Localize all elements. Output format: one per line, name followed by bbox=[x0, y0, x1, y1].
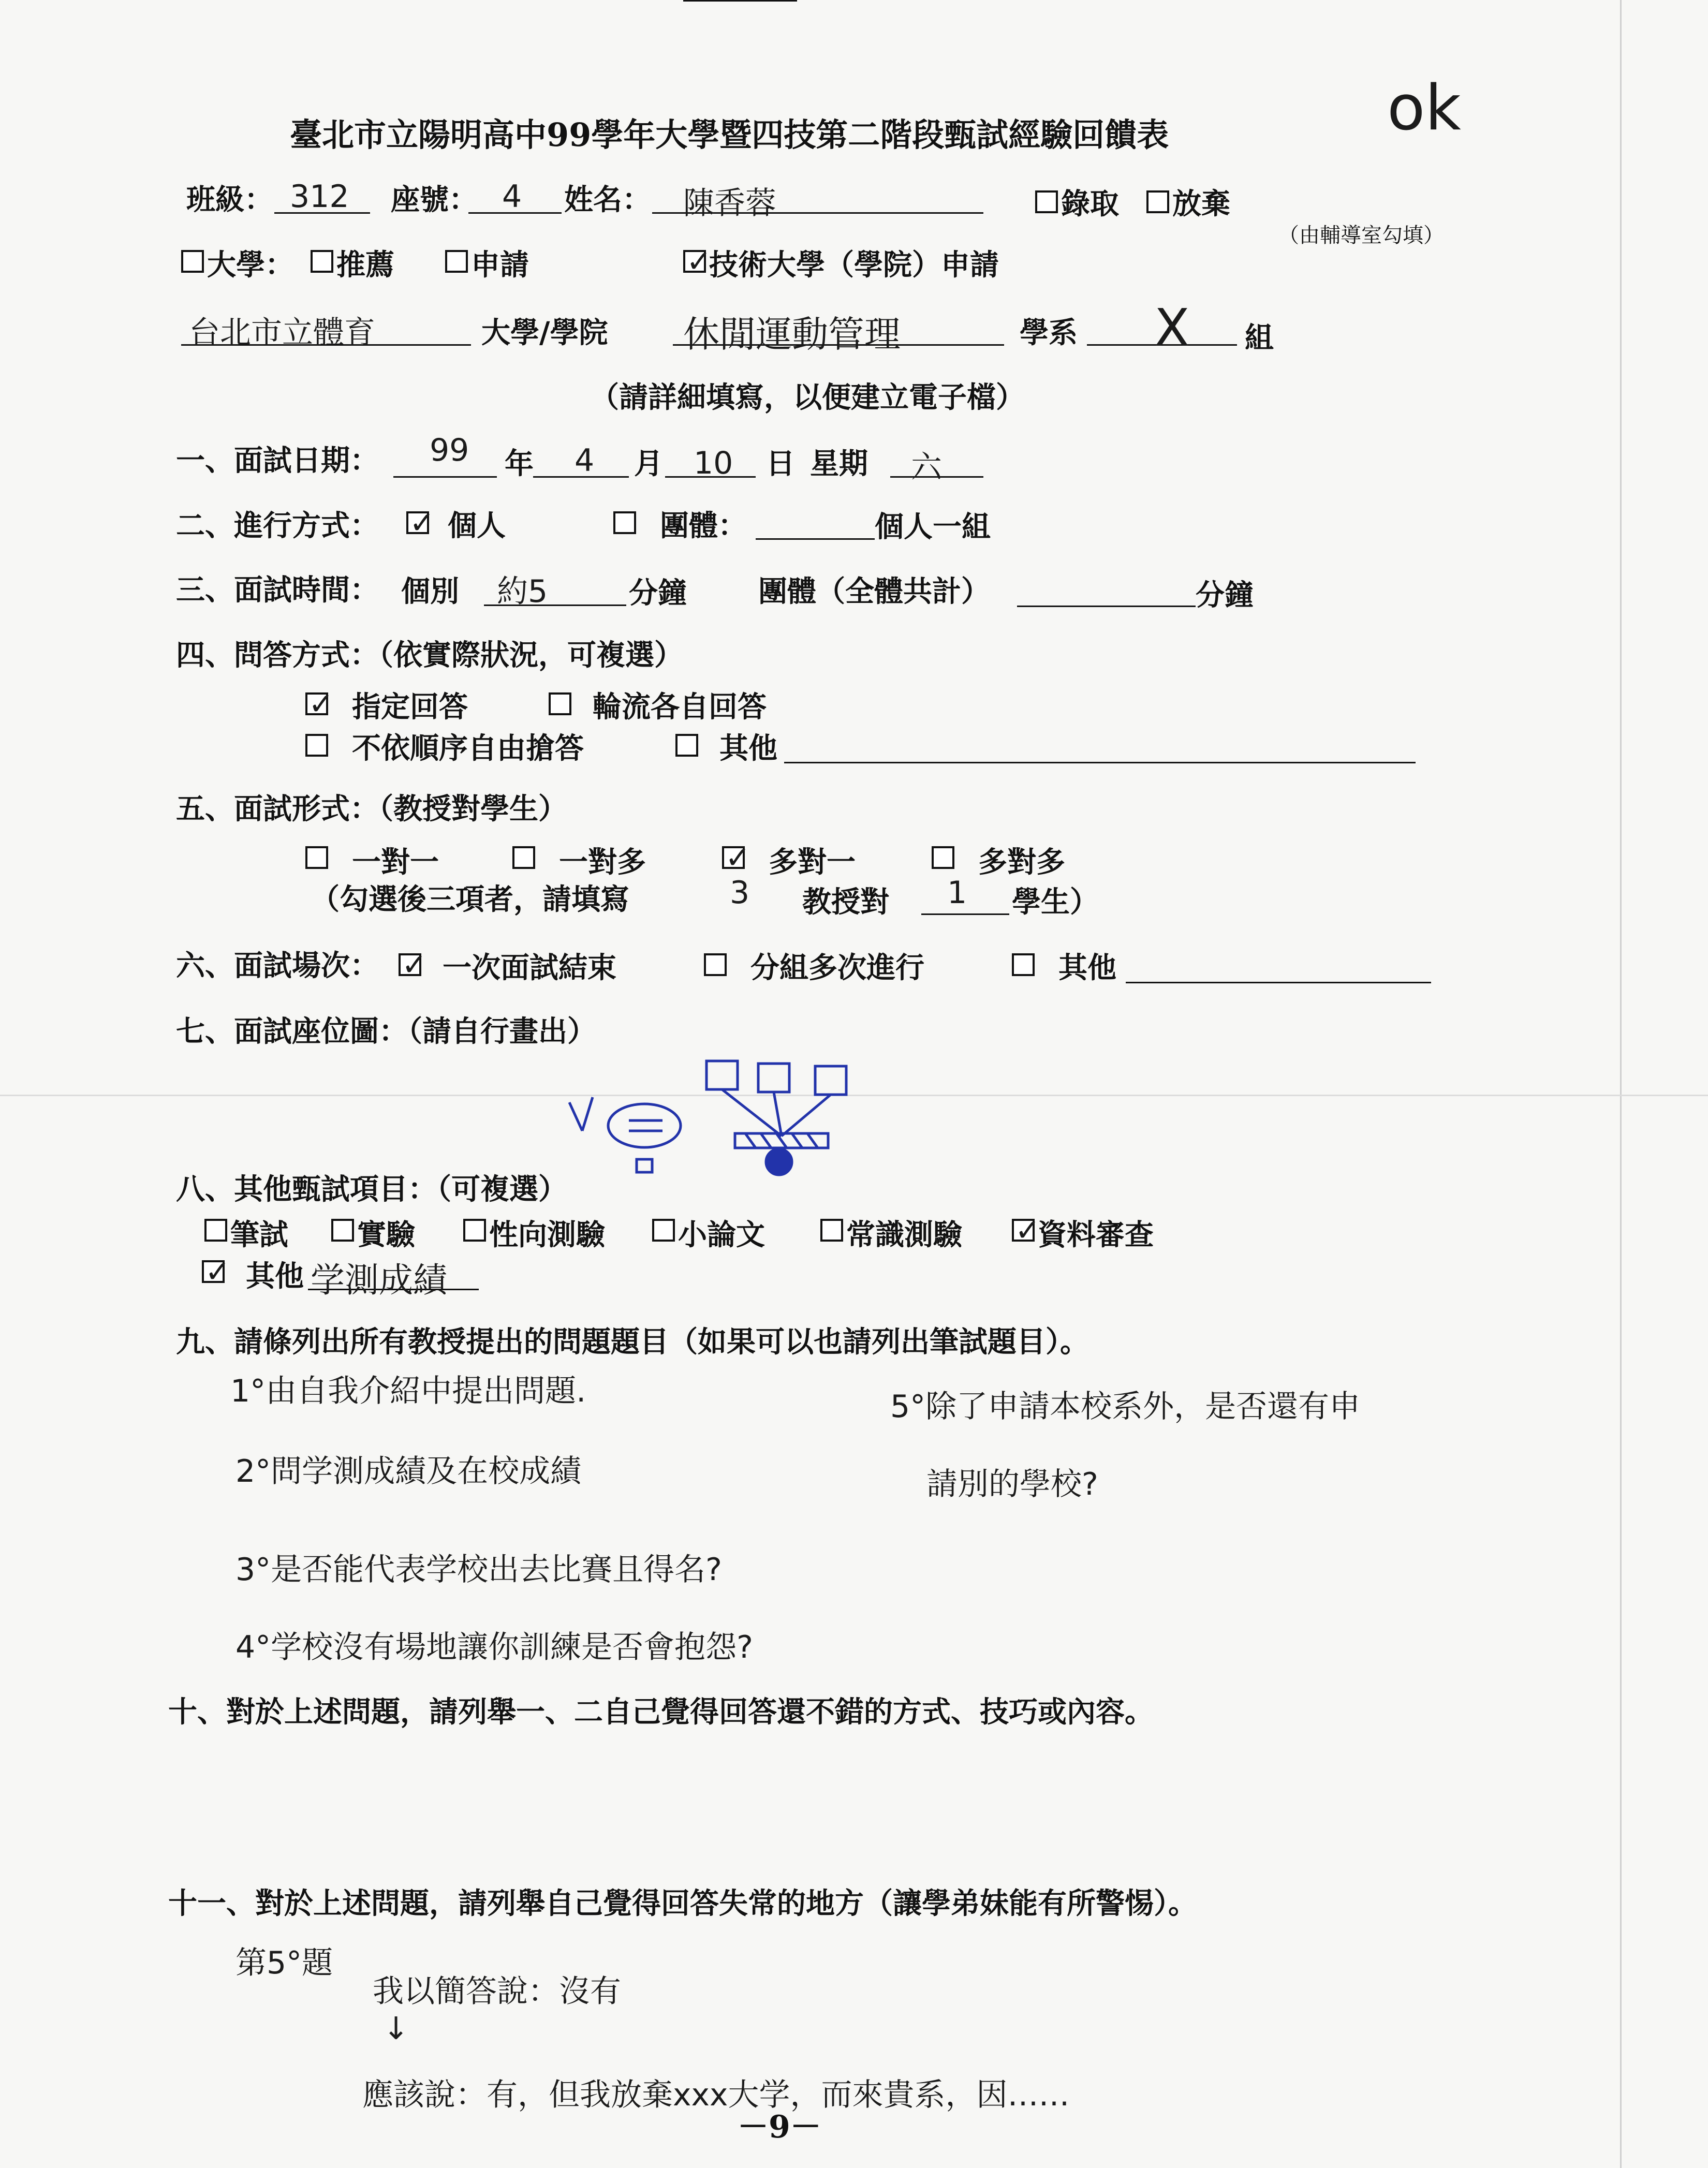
q9-answer-5b: 請別的學校? bbox=[926, 1466, 1098, 1502]
admitted-label: 錄取 bbox=[1061, 187, 1119, 221]
individual-label: 個人 bbox=[448, 509, 506, 543]
apply-label: 申請 bbox=[471, 248, 529, 282]
one-to-many-label: 一對多 bbox=[559, 845, 646, 879]
q9-label: 九、請條列出所有教授提出的問題題目（如果可以也請列出筆試題目）。 bbox=[176, 1325, 1089, 1359]
prof-count-value: 3 bbox=[730, 875, 750, 911]
school-value: 台北市立體育 bbox=[189, 315, 375, 351]
seat-value: 4 bbox=[502, 179, 522, 215]
q7-label: 七、面試座位圖：（請自行畫出） bbox=[176, 1014, 596, 1049]
assigned-answer-checkbox[interactable]: ✓ bbox=[305, 692, 328, 715]
individual-checkbox[interactable]: ✓ bbox=[406, 511, 429, 534]
once-label: 一次面試結束 bbox=[443, 951, 616, 985]
month-label: 月 bbox=[634, 447, 663, 481]
day-label: 日 bbox=[766, 447, 795, 481]
group-time-label: 團體（全體共計） bbox=[758, 574, 990, 609]
page-number: －9－ bbox=[738, 2109, 821, 2145]
multi-session-label: 分組多次進行 bbox=[750, 951, 924, 985]
essay-checkbox[interactable] bbox=[652, 1219, 675, 1242]
month-value: 4 bbox=[575, 443, 595, 479]
one-to-one-label: 一對一 bbox=[352, 845, 439, 879]
form-title: 臺北市立陽明高中99學年大學暨四技第二階段甄試經驗回饋表 bbox=[290, 116, 1169, 154]
school-label: 大學/學院 bbox=[481, 316, 608, 350]
q11-answer-2: 我以簡答說：沒有 bbox=[373, 1973, 621, 2010]
class-value: 312 bbox=[290, 179, 349, 215]
q11-arrow: ↓ bbox=[383, 2011, 409, 2047]
q5-label: 五、面試形式：（教授對學生） bbox=[176, 792, 567, 826]
once-checkbox[interactable]: ✓ bbox=[399, 953, 421, 976]
q9-answer-2: 2°問学測成績及在校成績 bbox=[235, 1453, 582, 1489]
year-label: 年 bbox=[505, 447, 534, 481]
q9-answer-3: 3°是否能代表学校出去比賽且得名? bbox=[235, 1552, 723, 1588]
year-value: 99 bbox=[430, 432, 469, 468]
q8-other-value: 学測成績 bbox=[311, 1260, 447, 1300]
group-value: X bbox=[1154, 298, 1190, 358]
week-value: 六 bbox=[911, 449, 942, 485]
q2-label: 二、進行方式： bbox=[176, 509, 379, 543]
lab-checkbox[interactable] bbox=[331, 1219, 354, 1242]
q9-answer-5a: 5°除了申請本校系外，是否還有申 bbox=[890, 1389, 1361, 1425]
q8-other-label: 其他 bbox=[246, 1259, 304, 1293]
q4-other-label: 其他 bbox=[719, 731, 777, 765]
q8-other-checkbox[interactable]: ✓ bbox=[202, 1260, 225, 1283]
q11-answer-1: 第5°題 bbox=[235, 1945, 333, 1981]
recommend-label: 推薦 bbox=[336, 248, 394, 282]
counselor-note: （由輔導室勾填） bbox=[1278, 224, 1444, 247]
q6-label: 六、面試場次： bbox=[176, 949, 379, 983]
free-answer-label: 不依順序自由搶答 bbox=[352, 731, 584, 765]
group-suffix: 個人一組 bbox=[875, 510, 991, 544]
q9-answer-1: 1°由自我介紹中提出問題. bbox=[230, 1373, 586, 1409]
dept-value: 休閒運動管理 bbox=[683, 313, 901, 356]
general-knowledge-label: 常識測驗 bbox=[846, 1218, 962, 1252]
q8-label: 八、其他甄試項目：（可複選） bbox=[176, 1172, 567, 1206]
q4-label: 四、問答方式：（依實際狀況，可複選） bbox=[176, 638, 683, 672]
tech-apply-checkbox[interactable]: ✓ bbox=[683, 250, 706, 273]
university-label: 大學： bbox=[207, 248, 294, 282]
q5-note-a: （勾選後三項者，請填寫 bbox=[311, 882, 629, 917]
stud-count-value: 1 bbox=[947, 875, 967, 911]
aptitude-checkbox[interactable] bbox=[463, 1219, 486, 1242]
corner-ok-mark: ok bbox=[1387, 72, 1461, 144]
many-to-one-checkbox[interactable]: ✓ bbox=[722, 846, 745, 869]
q5-note-b: 教授對 bbox=[802, 885, 889, 919]
q3-label: 三、面試時間： bbox=[176, 573, 379, 607]
document-review-checkbox[interactable]: ✓ bbox=[1012, 1219, 1035, 1242]
q1-label: 一、面試日期： bbox=[176, 444, 379, 478]
assigned-answer-label: 指定回答 bbox=[352, 690, 468, 724]
general-knowledge-checkbox[interactable] bbox=[820, 1219, 843, 1242]
many-to-one-label: 多對一 bbox=[769, 845, 856, 879]
group-mode-label: 團體： bbox=[660, 509, 747, 543]
class-label: 班級： bbox=[186, 183, 273, 217]
lab-label: 實驗 bbox=[357, 1218, 415, 1252]
written-test-label: 筆試 bbox=[230, 1218, 288, 1252]
individual-time-value: 約5 bbox=[497, 573, 548, 610]
q11-label: 十一、對於上述問題，請列舉自己覺得回答失常的地方（讓學弟妹能有所警惕）。 bbox=[168, 1886, 1197, 1921]
written-test-checkbox[interactable] bbox=[204, 1219, 227, 1242]
group-label: 組 bbox=[1245, 321, 1274, 355]
name-label: 姓名： bbox=[564, 183, 651, 217]
essay-label: 小論文 bbox=[678, 1218, 765, 1252]
q9-answer-4: 4°学校沒有場地讓你訓練是否會抱怨? bbox=[235, 1629, 754, 1665]
tech-apply-label: 技術大學（學院）申請 bbox=[709, 248, 999, 282]
q6-other-label: 其他 bbox=[1058, 951, 1116, 985]
document-review-label: 資料審查 bbox=[1038, 1218, 1154, 1252]
give-up-label: 放棄 bbox=[1172, 187, 1230, 221]
fill-note: （請詳細填寫，以便建立電子檔） bbox=[590, 380, 1025, 415]
many-to-many-label: 多對多 bbox=[978, 845, 1065, 879]
week-label: 星期 bbox=[810, 447, 868, 481]
day-value: 10 bbox=[694, 445, 733, 481]
group-minutes: 分鐘 bbox=[1196, 578, 1254, 612]
q10-label: 十、對於上述問題，請列舉一、二自己覺得回答還不錯的方式、技巧或內容。 bbox=[168, 1695, 1154, 1729]
individual-minutes: 分鐘 bbox=[629, 576, 687, 610]
individual-time-label: 個別 bbox=[401, 574, 459, 609]
aptitude-label: 性向測驗 bbox=[489, 1218, 605, 1252]
q11-answer-3: 應該說：有，但我放棄xxx大学，而來貴系，因…… bbox=[362, 2077, 1070, 2113]
name-value: 陳香蓉 bbox=[683, 185, 776, 222]
seat-label: 座號： bbox=[391, 183, 478, 217]
rotate-answer-label: 輪流各自回答 bbox=[593, 690, 767, 724]
dept-label: 學系 bbox=[1020, 316, 1078, 350]
q5-note-c: 學生） bbox=[1012, 885, 1099, 919]
